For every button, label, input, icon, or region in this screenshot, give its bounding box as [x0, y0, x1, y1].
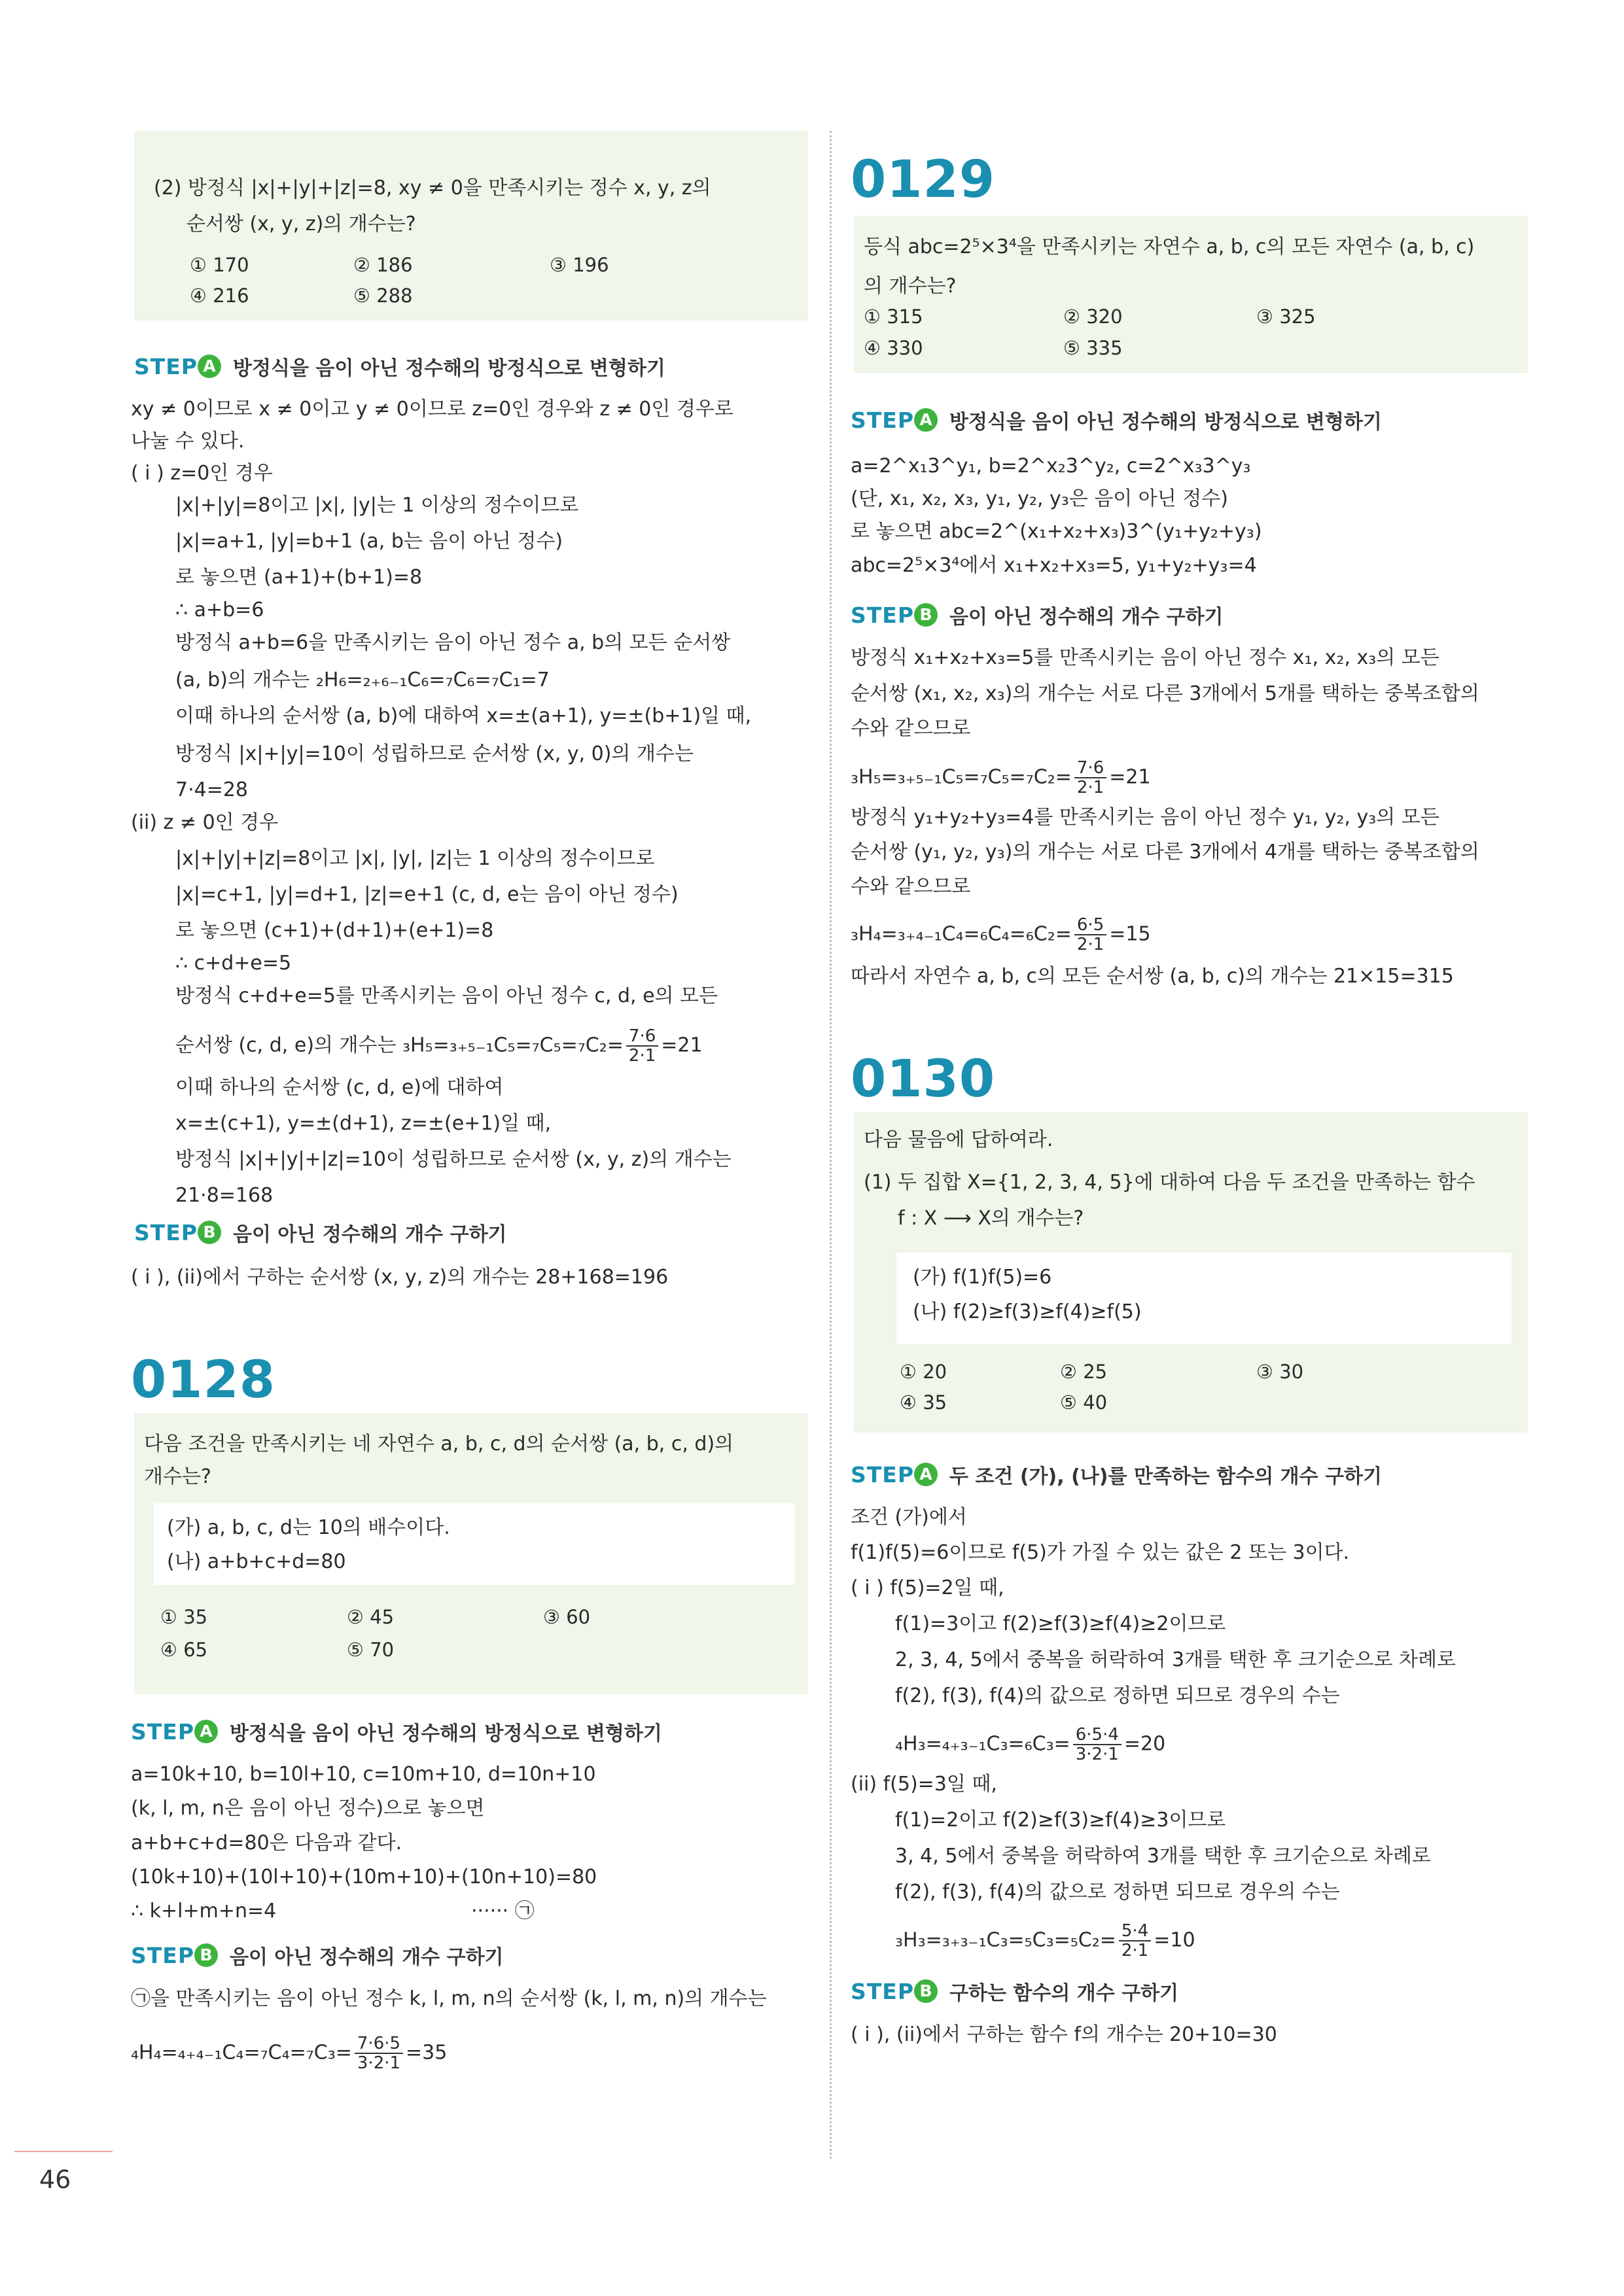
- step-badge-icon: A: [198, 355, 221, 378]
- solution-line: f(1)=3이고 f(2)≥f(3)≥f(4)≥2이므로: [895, 1612, 1226, 1635]
- option-4[interactable]: ④ 216: [190, 285, 249, 307]
- solution-line: (a, b)의 개수는 ₂H₆=₂₊₆₋₁C₆=₇C₆=₇C₁=7: [175, 669, 550, 691]
- solution-line: 로 놓으면 (c+1)+(d+1)+(e+1)=8: [175, 919, 494, 942]
- solution-line: |x|+|y|+|z|=8이고 |x|, |y|, |z|는 1 이상의 정수이므로: [175, 847, 655, 870]
- solution-line: |x|=c+1, |y|=d+1, |z|=e+1 (c, d, e는 음이 아닌 정수): [175, 883, 679, 906]
- solution-line: ∴ c+d+e=5: [175, 952, 292, 975]
- solution-line: xy ≠ 0이므로 x ≠ 0이고 y ≠ 0이므로 z=0인 경우와 z ≠ 0인 경우로: [131, 398, 733, 421]
- problem-number-0129: 0129: [851, 150, 996, 209]
- solution-line: ( i ) z=0인 경우: [131, 462, 273, 485]
- solution-line: (k, l, m, n은 음이 아닌 정수)으로 놓으면: [131, 1797, 485, 1820]
- solution-line: (10k+10)+(10l+10)+(10m+10)+(10n+10)=80: [131, 1866, 597, 1888]
- solution-line: f(2), f(3), f(4)의 값으로 정하면 되므로 경우의 수는: [895, 1684, 1340, 1707]
- q127-line2: 순서쌍 (x, y, z)의 개수는?: [186, 213, 416, 235]
- solution-line: 순서쌍 (x₁, x₂, x₃)의 개수는 서로 다른 3개에서 5개를 택하는 중복조합의: [851, 682, 1479, 705]
- step-badge-icon: B: [914, 1979, 938, 2003]
- option-2[interactable]: ② 45: [347, 1606, 395, 1628]
- solution-line: |x|+|y|=8이고 |x|, |y|는 1 이상의 정수이므로: [175, 494, 579, 517]
- solution-line: 이때 하나의 순서쌍 (c, d, e)에 대하여: [175, 1076, 504, 1099]
- solution-line: x=±(c+1), y=±(d+1), z=±(e+1)일 때,: [175, 1112, 552, 1135]
- option-2[interactable]: ② 186: [353, 254, 413, 276]
- step-b-heading: STEP B 음이 아닌 정수해의 개수 구하기: [851, 602, 1224, 629]
- solution-line: (ii) z ≠ 0인 경우: [131, 811, 279, 834]
- solution-line-with-fraction: ₃H₃=₃₊₃₋₁C₃=₅C₃=₅C₂= $\frac{5\cdot 4}{2\cdot 1}$ =10: [895, 1921, 1195, 1960]
- option-3[interactable]: ③ 60: [543, 1606, 591, 1628]
- equation-marker: ······ ㉠: [471, 1900, 535, 1922]
- solution-line: 로 놓으면 (a+1)+(b+1)=8: [175, 566, 423, 589]
- option-1[interactable]: ① 315: [864, 305, 923, 328]
- solution-line-with-fraction: ₄H₄=₄₊₄₋₁C₄=₇C₄=₇C₃= $\frac{7\cdot 6\cdot 5}{3\cdot 2\cdot 1}$ =35: [131, 2034, 448, 2073]
- solution-line: 21·8=168: [175, 1184, 274, 1207]
- fraction: $\frac{6\cdot 5}{2\cdot 1}$: [1074, 916, 1106, 954]
- option-5[interactable]: ⑤ 288: [353, 285, 413, 307]
- option-2[interactable]: ② 320: [1063, 305, 1123, 328]
- step-a-heading: STEP A 방정식을 음이 아닌 정수해의 방정식으로 변형하기: [134, 353, 665, 380]
- problem-number-0130: 0130: [851, 1050, 996, 1109]
- solution-line: 방정식 c+d+e=5를 만족시키는 음이 아닌 정수 c, d, e의 모든: [175, 984, 718, 1007]
- condition-ga: (가) f(1)f(5)=6: [913, 1266, 1052, 1289]
- q130-intro: 다음 물음에 답하여라.: [864, 1128, 1053, 1151]
- option-5[interactable]: ⑤ 70: [347, 1639, 395, 1661]
- step-badge-icon: A: [194, 1720, 218, 1743]
- solution-line: 2, 3, 4, 5에서 중복을 허락하여 3개를 택한 후 크기순으로 차례로: [895, 1648, 1456, 1671]
- solution-line: 3, 4, 5에서 중복을 허락하여 3개를 택한 후 크기순으로 차례로: [895, 1845, 1431, 1868]
- solution-line: 수와 같으므로: [851, 717, 971, 740]
- option-5[interactable]: ⑤ 335: [1063, 337, 1123, 359]
- step-b-heading: STEP B 구하는 함수의 개수 구하기: [851, 1978, 1179, 2005]
- step-a-heading: STEP A 방정식을 음이 아닌 정수해의 방정식으로 변형하기: [131, 1718, 662, 1745]
- solution-line: (ii) f(5)=3일 때,: [851, 1773, 997, 1796]
- option-3[interactable]: ③ 325: [1256, 305, 1316, 328]
- solution-line-with-fraction: ₃H₄=₃₊₄₋₁C₄=₆C₄=₆C₂= $\frac{6\cdot 5}{2\cdot 1}$ =15: [851, 915, 1151, 954]
- solution-line: ∴ k+l+m+n=4: [131, 1900, 277, 1922]
- solution-line: 나눌 수 있다.: [131, 430, 245, 453]
- step-badge-icon: A: [914, 1463, 938, 1486]
- solution-line: 방정식 x₁+x₂+x₃=5를 만족시키는 음이 아닌 정수 x₁, x₂, x₃의 모든: [851, 646, 1439, 669]
- option-3[interactable]: ③ 30: [1256, 1361, 1304, 1383]
- solution-line: 방정식 |x|+|y|=10이 성립하므로 순서쌍 (x, y, 0)의 개수는: [175, 742, 694, 765]
- q129-line1: 등식 abc=2⁵×3⁴을 만족시키는 자연수 a, b, c의 모든 자연수 (a, b, c): [864, 235, 1475, 258]
- step-b-heading: STEP B 음이 아닌 정수해의 개수 구하기: [134, 1219, 507, 1246]
- option-4[interactable]: ④ 65: [160, 1639, 208, 1661]
- step-badge-icon: B: [194, 1943, 218, 1967]
- solution-line: a=2^x₁3^y₁, b=2^x₂3^y₂, c=2^x₃3^y₃: [851, 455, 1251, 478]
- page-number: 46: [39, 2165, 71, 2194]
- q130-line2: f : X ⟶ X의 개수는?: [898, 1207, 1084, 1230]
- condition-na: (나) f(2)≥f(3)≥f(4)≥f(5): [913, 1300, 1142, 1323]
- solution-line: ( i ) f(5)=2일 때,: [851, 1576, 1004, 1599]
- step-badge-icon: B: [914, 603, 938, 627]
- option-1[interactable]: ① 35: [160, 1606, 208, 1628]
- option-1[interactable]: ① 170: [190, 254, 249, 276]
- solution-line: f(2), f(3), f(4)의 값으로 정하면 되므로 경우의 수는: [895, 1881, 1340, 1904]
- solution-conclusion: 따라서 자연수 a, b, c의 모든 순서쌍 (a, b, c)의 개수는 21×15=315: [851, 965, 1454, 988]
- option-3[interactable]: ③ 196: [550, 254, 609, 276]
- solution-line: 방정식 |x|+|y|+|z|=10이 성립하므로 순서쌍 (x, y, z)의 개수는: [175, 1148, 732, 1171]
- option-4[interactable]: ④ 35: [900, 1391, 947, 1414]
- step-badge-icon: A: [914, 408, 938, 432]
- solution-conclusion: ( i ), (ii)에서 구하는 함수 f의 개수는 20+10=30: [851, 2023, 1277, 2046]
- fraction: $\frac{6\cdot 5\cdot 4}{3\cdot 2\cdot 1}$: [1073, 1726, 1121, 1764]
- option-5[interactable]: ⑤ 40: [1060, 1391, 1108, 1414]
- q129-line2: 의 개수는?: [864, 275, 957, 298]
- option-4[interactable]: ④ 330: [864, 337, 923, 359]
- solution-line: a+b+c+d=80은 다음과 같다.: [131, 1832, 402, 1854]
- q127-line1: (2) 방정식 |x|+|y|+|z|=8, xy ≠ 0을 만족시키는 정수 x, y, z의: [154, 177, 711, 200]
- problem-number-0128: 0128: [131, 1351, 276, 1410]
- solution-line: 이때 하나의 순서쌍 (a, b)에 대하여 x=±(a+1), y=±(b+1)일 때,: [175, 704, 752, 727]
- solution-line-with-fraction: 순서쌍 (c, d, e)의 개수는 ₃H₅=₃₊₅₋₁C₅=₇C₅=₇C₂= $\frac{7\cdot 6}{2\cdot 1}$ =21: [175, 1026, 703, 1066]
- fraction: $\frac{7\cdot 6}{2\cdot 1}$: [1074, 759, 1106, 797]
- solution-line: f(1)=2이고 f(2)≥f(3)≥f(4)≥3이므로: [895, 1809, 1226, 1832]
- solution-line: ㉠을 만족시키는 음이 아닌 정수 k, l, m, n의 순서쌍 (k, l, m, n)의 개수는: [131, 1987, 767, 2010]
- solution-line: f(1)f(5)=6이므로 f(5)가 가질 수 있는 값은 2 또는 3이다.: [851, 1541, 1350, 1564]
- step-a-heading: STEP A 두 조건 (가), (나)를 만족하는 함수의 개수 구하기: [851, 1461, 1383, 1488]
- solution-line: 방정식 y₁+y₂+y₃=4를 만족시키는 음이 아닌 정수 y₁, y₂, y₃의 모든: [851, 806, 1439, 829]
- solution-conclusion: ( i ), (ii)에서 구하는 순서쌍 (x, y, z)의 개수는 28+168=196: [131, 1266, 669, 1289]
- solution-line: 순서쌍 (y₁, y₂, y₃)의 개수는 서로 다른 3개에서 4개를 택하는 중복조합의: [851, 841, 1479, 863]
- solution-line: ∴ a+b=6: [175, 599, 264, 621]
- solution-line-with-fraction: ₃H₅=₃₊₅₋₁C₅=₇C₅=₇C₂= $\frac{7\cdot 6}{2\cdot 1}$ =21: [851, 758, 1151, 797]
- condition-na: (나) a+b+c+d=80: [167, 1550, 346, 1573]
- condition-ga: (가) a, b, c, d는 10의 배수이다.: [167, 1516, 450, 1539]
- option-1[interactable]: ① 20: [900, 1361, 947, 1383]
- solution-line: 방정식 a+b=6을 만족시키는 음이 아닌 정수 a, b의 모든 순서쌍: [175, 631, 731, 654]
- fraction: $\frac{7\cdot 6}{2\cdot 1}$: [626, 1027, 658, 1065]
- solution-line: 7·4=28: [175, 778, 249, 801]
- step-b-heading: STEP B 음이 아닌 정수해의 개수 구하기: [131, 1942, 504, 1969]
- page-number-rule: [14, 2151, 113, 2152]
- q128-line2: 개수는?: [144, 1465, 211, 1488]
- step-a-heading: STEP A 방정식을 음이 아닌 정수해의 방정식으로 변형하기: [851, 407, 1382, 434]
- solution-line-with-fraction: ₄H₃=₄₊₃₋₁C₃=₆C₃= $\frac{6\cdot 5\cdot 4}{3\cdot 2\cdot 1}$ =20: [895, 1725, 1166, 1764]
- solution-line: a=10k+10, b=10l+10, c=10m+10, d=10n+10: [131, 1763, 596, 1786]
- q130-line1: (1) 두 집합 X={1, 2, 3, 4, 5}에 대하여 다음 두 조건을 만족하는 함수: [864, 1171, 1475, 1194]
- fraction: $\frac{7\cdot 6\cdot 5}{3\cdot 2\cdot 1}$: [355, 2034, 403, 2072]
- solution-line: 조건 (가)에서: [851, 1506, 967, 1529]
- column-divider: [830, 131, 832, 2159]
- step-badge-icon: B: [198, 1221, 221, 1244]
- q128-line1: 다음 조건을 만족시키는 네 자연수 a, b, c, d의 순서쌍 (a, b, c, d)의: [144, 1433, 734, 1455]
- solution-line: 수와 같으므로: [851, 875, 971, 898]
- option-2[interactable]: ② 25: [1060, 1361, 1108, 1383]
- solution-line: (단, x₁, x₂, x₃, y₁, y₂, y₃은 음이 아닌 정수): [851, 487, 1228, 510]
- solution-line: |x|=a+1, |y|=b+1 (a, b는 음이 아닌 정수): [175, 530, 563, 553]
- solution-line: abc=2⁵×3⁴에서 x₁+x₂+x₃=5, y₁+y₂+y₃=4: [851, 554, 1257, 577]
- fraction: $\frac{5\cdot 4}{2\cdot 1}$: [1119, 1922, 1151, 1960]
- solution-line: 로 놓으면 abc=2^(x₁+x₂+x₃)3^(y₁+y₂+y₃): [851, 520, 1262, 543]
